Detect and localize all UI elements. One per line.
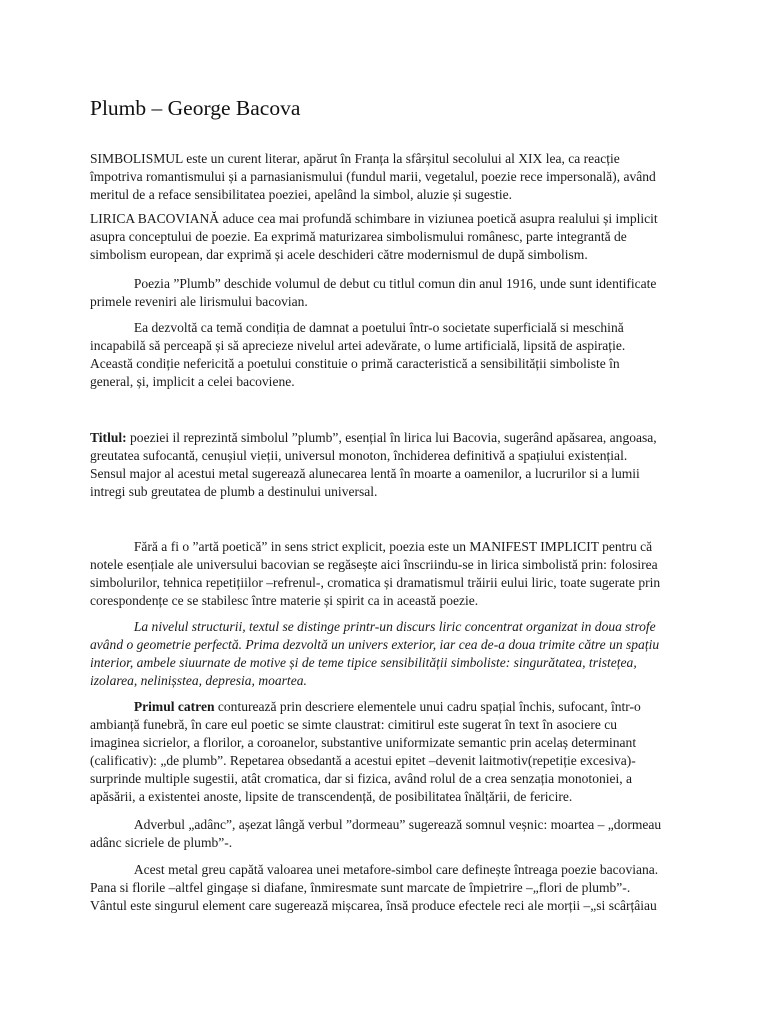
paragraph-adverbul (90, 816, 680, 852)
text-line: Pana si florile –altfel gingașe si diafane, înmiresmate sunt marcate de împietrire –„flori de plumb”-. (90, 880, 631, 895)
text-line: general, și, implicit a celei bacoviene. (90, 374, 295, 389)
text-line: ambianță funebră, în care eul poetic se simte claustrat: cimitirul este sugerat în text în asociere cu (90, 717, 618, 732)
text-line: interior, ambele siuurnate de motive și de teme tipice sensibilității simboliste: singurătatea, tristețea, (90, 655, 637, 670)
text-line: La nivelul structurii, textul se distinge printr-un discurs liric concentrat organizat in doua strofe (133, 619, 656, 634)
text-line: SIMBOLISMUL este un curent literar, apărut în Franța la sfârșitul secolului al XIX lea, ca reacție (90, 151, 620, 166)
text-line: corespondențe ce se stabilesc între materie și spirit ca in această poezie. (90, 593, 479, 608)
text-line (90, 698, 678, 716)
text-line: asupra conceptului de poezie. Ea exprimă maturizarea simbolismului românesc, parte integrantă de (90, 229, 627, 244)
text-line: surprinde multiple sugestii, atât cromatica, dar si fizica, având rolul de a crea senzația monotoniei, a (90, 771, 633, 786)
text-line: Sensul major al acestui metal sugerează alunecarea lentă în moarte a oamenilor, a lucrurilor si a lumii (90, 466, 640, 481)
paragraph-arta-poetica (90, 538, 680, 610)
text-line: Ea dezvoltă ca temă condiția de damnat a poetului într-o societate superficială si meschină (133, 320, 624, 335)
text-line: greutatea sufocantă, cenușiul vieții, universul monoton, închiderea definitivă a spațiului existențial. (90, 448, 628, 463)
text-line: (calificativ): „de plumb”. Repetarea obsedantă a acestui epitet –devenit laitmotiv(repetiție excesiva)- (90, 753, 636, 768)
text-run: poeziei il reprezintă simbolul ”plumb”, esențial în lirica lui Bacovia, sugerând apăsarea, angoasa, (126, 430, 657, 445)
paragraph-tema (90, 319, 680, 391)
text-line: intregi sub greutatea de plumb a destinului universal. (90, 484, 378, 499)
text-line: simbolism european, dar exprimă și acele deschideri către modernismul de după simbolism. (90, 247, 588, 262)
text-line: Vântul este singurul element care sugerează mișcarea, însă produce efectele reci ale morții –„si scârțâiau (90, 898, 657, 913)
text-line: adânc sicriele de plumb”-. (90, 835, 233, 850)
text-line: având o geometrie perfectă. Prima dezvoltă un univers exterior, iar cea de-a doua trimite către un spațiu (90, 637, 660, 652)
text-line: apăsării, a existentei anoste, lipsite de transcendență, de posibilitatea înălțării, de fericire. (90, 789, 573, 804)
paragraph-lirica-bacoviana (90, 210, 680, 264)
text-line: primele reveniri ale lirismului bacovian. (90, 294, 308, 309)
text-line: împotriva romantismului și a parnasianismului (fundul marii, vegetalul, poezie rece impersonală), având (90, 169, 656, 184)
text-line: LIRICA BACOVIANĂ aduce cea mai profundă schimbare in viziunea poetică asupra realului și implicit (90, 211, 658, 226)
paragraph-simbolismul (90, 150, 680, 204)
document-title: Plumb – George Bacova (90, 96, 301, 120)
text-line: imaginea sicrielor, a florilor, a coroanelor, substantive uniformizate semantic prin acelaș determinant (90, 735, 637, 750)
text-line: notele esențiale ale universului bacovian se regăsește aici înscriindu-se in lirica simbolistă prin: folosirea (90, 557, 658, 572)
bold-lead: Primul catren (133, 699, 215, 714)
bold-lead: Titlul: (90, 430, 127, 445)
text-line: meritul de a reface sensibilitatea poeziei, apelând la simbol, aluzie și sugestie. (90, 187, 513, 202)
text-line: izolarea, nelinișstea, depresia, moartea. (90, 673, 307, 688)
text-line: simbolurilor, tehnica repetițiilor –refrenul-, cromatica și dramatismul trăirii eului liric, toate sugerate prin (90, 575, 661, 590)
paragraph-poezia-plumb (90, 275, 680, 311)
paragraph-titlul (90, 429, 680, 501)
text-line (90, 429, 678, 447)
text-run: conturează prin descriere elementele unui cadru spațial închis, sufocant, într-o (214, 699, 641, 714)
paragraph-metal-greu (90, 861, 680, 915)
text-line: Poezia ”Plumb” deschide volumul de debut cu titlul comun din anul 1916, unde sunt identificate (133, 276, 657, 291)
paragraph-structura (90, 618, 680, 690)
text-line: Fără a fi o ”artă poetică” in sens strict explicit, poezia este un MANIFEST IMPLICIT pentru că (133, 539, 653, 554)
text-line: Adverbul „adânc”, așezat lângă verbul ”dormeau” sugerează somnul veșnic: moartea – „dormeau (133, 817, 662, 832)
text-line: Această condiție nefericită a poetului constituie o primă caracteristică a sensibilității simboliste în (90, 356, 620, 371)
text-line: Acest metal greu capătă valoarea unei metafore-simbol care definește întreaga poezie bacoviana. (133, 862, 659, 877)
text-line: incapabilă să perceapă și să aprecieze nivelul artei adevărate, o lume artificială, lipsită de aspirație. (90, 338, 626, 353)
paragraph-primul-catren (90, 698, 680, 806)
